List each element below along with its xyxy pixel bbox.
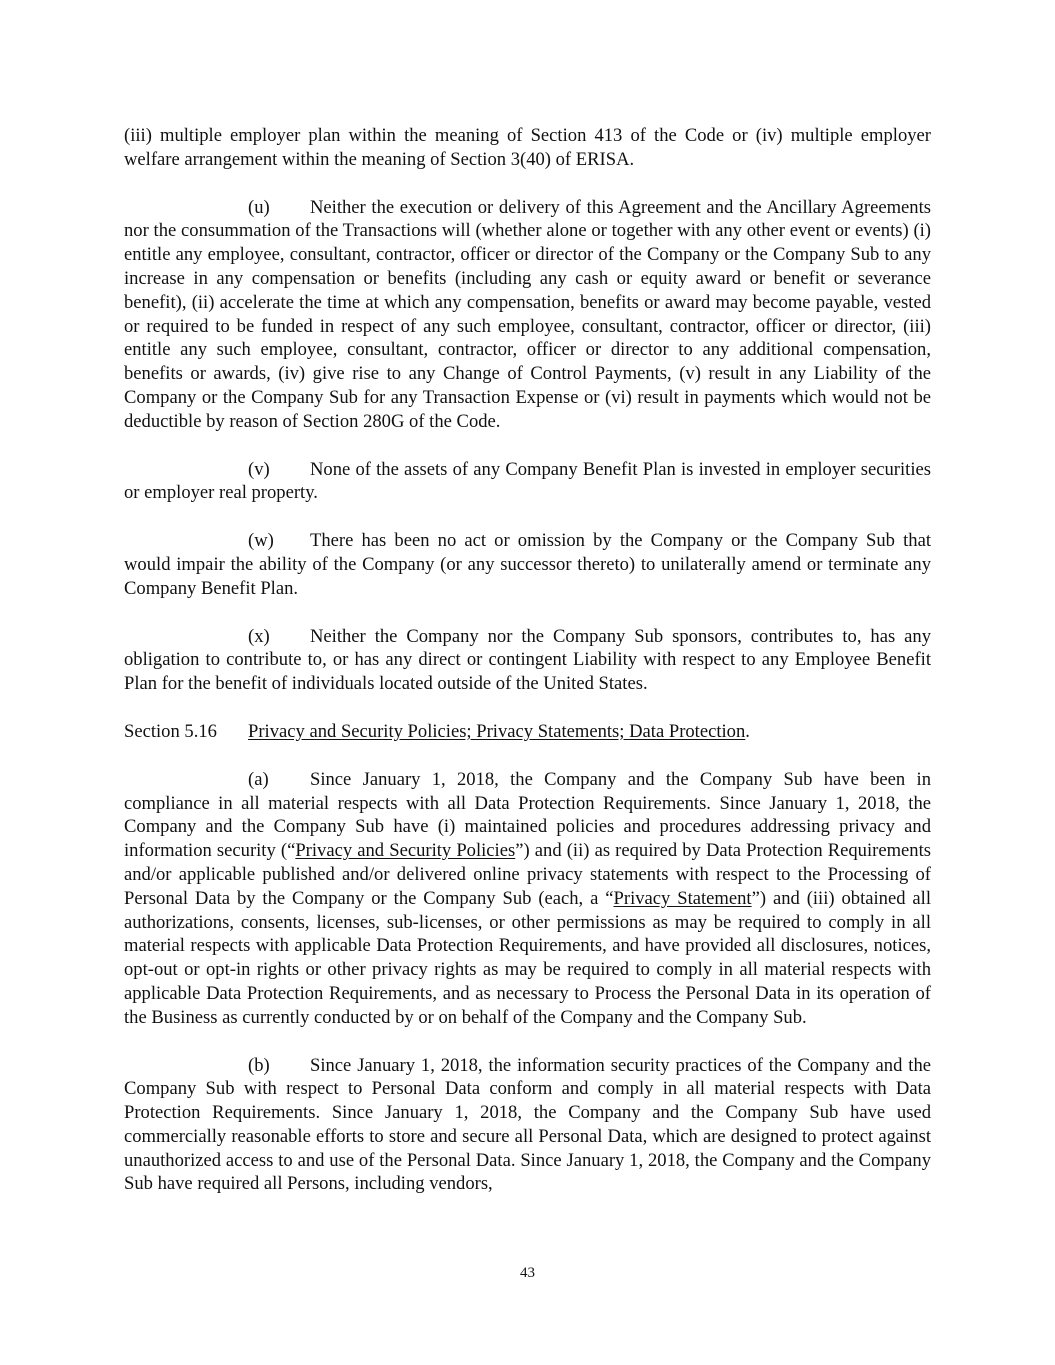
paragraph-label: (u) (248, 196, 270, 218)
section-title-period: . (745, 720, 750, 742)
paragraph-v (124, 458, 931, 506)
paragraph-text: Since January 1, 2018, the information security practices of the Company and the Company Sub with respect to Personal Data conform and comply in all material respects with Data Protection Requirements. Since January 1, 2018, the Company and the Company Sub have used commercially reasonable efforts to store and secure all Personal Data, which are designed to protect against unauthorized access to and use of the Personal Data. Since January 1, 2018, the Company and the Company Sub have required all Persons, including vendors, (124, 1054, 931, 1195)
paragraph-label: (v) (248, 458, 270, 480)
paragraph-text: Neither the Company nor the Company Sub sponsors, contributes to, has any obligation to contribute to, or has any direct or contingent Liability with respect to any Employee Benefit Plan for the benefit of individuals located outside of the United States. (124, 625, 931, 695)
page-number: 43 (520, 1265, 535, 1281)
section-title: Privacy and Security Policies; Privacy Statements; Data Protection (248, 720, 746, 742)
paragraph-x (124, 625, 931, 696)
paragraph-text: Neither the execution or delivery of this Agreement and the Ancillary Agreements nor the consummation of the Transactions will (whether alone or together with any other event or events) (i) entitle any employee, consultant, contractor, officer or director of the Company or the Company Sub to any increase in any compensation or benefits (including any cash or equity award or benefit or severance benefit), (ii) accelerate the time at which any compensation, benefits or award may become payable, vested or required to be funded in respect of any such employee, consultant, contractor, officer or director, (iii) entitle any such employee, consultant, contractor, officer or director to any additional compensation, benefits or awards, (iv) give rise to any Change of Control Payments, (v) result in any Liability of the Company or the Company Sub for any Transaction Expense or (vi) result in payments which would not be deductible by reason of Section 280G of the Code. (124, 196, 931, 432)
paragraph-text: None of the assets of any Company Benefit Plan is invested in employer securities or employer real property. (124, 458, 931, 504)
section-heading (124, 720, 931, 744)
defined-term: Privacy and Security Policies (295, 840, 516, 862)
paragraph-text: ”) and (iii) obtained all authorizations, consents, licenses, sub-licenses, or other permissions as may be required to comply in all material respects with applicable Data Protection Requirements, and have provided all disclosures, notices, opt-out or opt-in rights or other privacy rights as may be required to comply in all material respects with applicable Data Protection Requirements, and as necessary to Process the Personal Data in its operation of the Business as currently conducted by or on behalf of the Company and the Company Sub. (124, 887, 931, 1028)
document-page (124, 124, 931, 1220)
continuation-paragraph: (iii) multiple employer plan within the meaning of Section 413 of the Code or (iv) multiple employer welfare arrangement within the meaning of Section 3(40) of ERISA. (124, 125, 931, 170)
paragraph-label: (w) (248, 530, 274, 552)
paragraph-label: (a) (248, 768, 269, 790)
defined-term: Privacy Statement (613, 887, 752, 909)
section-number: Section 5.16 (124, 720, 217, 742)
paragraph-label: (b) (248, 1054, 270, 1076)
paragraph-text: Since January 1, 2018, the Company and the Company Sub have been in compliance in all material respects with all Data Protection Requirements. Since January 1, 2018, the Company and the Company Sub have (i) maintained policies and procedures addressing privacy and information security (“ (124, 768, 931, 862)
paragraph-w (124, 529, 931, 600)
paragraph-a (124, 768, 931, 1030)
paragraph-u (124, 196, 931, 434)
paragraph-text: ”) and (ii) as required by Data Protection Requirements and/or applicable published and/or delivered online privacy statements with respect to the Processing of Personal Data by the Company or the Company Sub (each, a “ (124, 840, 932, 909)
paragraph-b (124, 1054, 931, 1197)
paragraph-text: There has been no act or omission by the Company or the Company Sub that would impair the ability of the Company (or any successor thereto) to unilaterally amend or terminate any Company Benefit Plan. (124, 530, 931, 599)
paragraph-label: (x) (248, 625, 270, 647)
